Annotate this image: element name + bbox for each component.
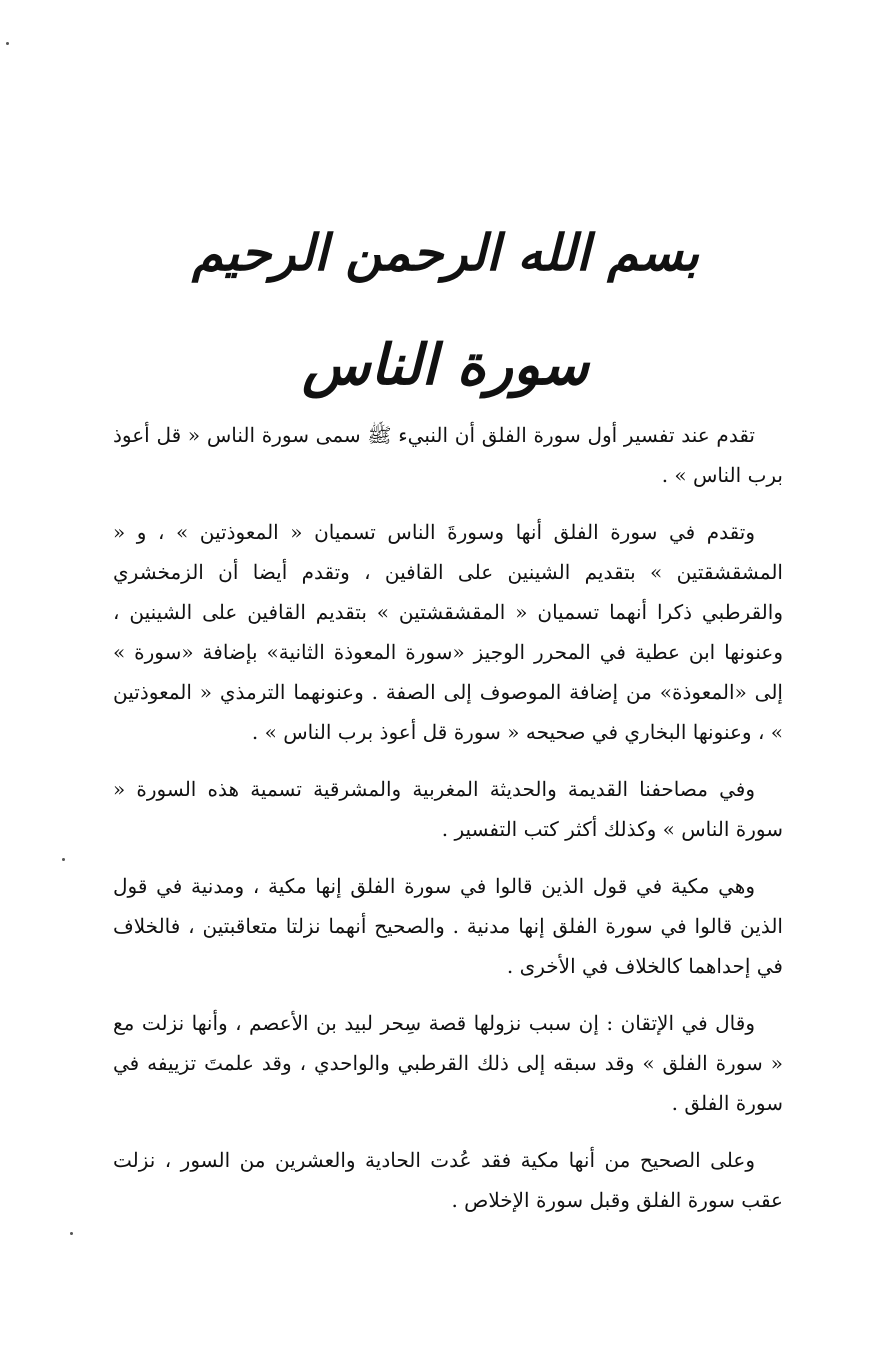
surah-title: سورة الناس [302, 332, 589, 398]
scan-speck [6, 42, 9, 45]
body-text [113, 415, 783, 1220]
paragraph: وتقدم في سورة الفلق أنها وسورةَ الناس تسميان « المعوذتين » ، و « المشقشقتين » بتقديم الشينين على القافين ، وتقدم أيضا أن الزمخشري والقرطبي ذكرا أنهما تسميان « المقشقشتين » بتقديم القافين على الشينين ، وعنونها ابن عطية في المحرر الوجيز «سورة المعوذة الثانية» بإضافة «سورة » إلى «المعوذة» من إضافة الموصوف إلى الصفة . وعنونهما الترمذي « المعوذتين » ، وعنونها البخاري في صحيحه « سورة قل أعوذ برب الناس » . [113, 520, 783, 744]
paragraph: وعلى الصحيح من أنها مكية فقد عُدت الحادية والعشرين من السور ، نزلت عقب سورة الفلق وقبل سورة الإخلاص . [113, 1148, 783, 1212]
paragraph: وهي مكية في قول الذين قالوا في سورة الفلق إنها مكية ، ومدنية في قول الذين قالوا في سورة الفلق إنها مدنية . والصحيح أنهما نزلتا متعاقبتين ، فالخلاف في إحداهما كالخلاف في الأخرى . [113, 874, 783, 978]
paragraph: وفي مصاحفنا القديمة والحديثة المغربية والمشرقية تسمية هذه السورة « سورة الناس » وكذلك أكثر كتب التفسير . [113, 777, 783, 841]
scan-speck [62, 858, 65, 861]
paragraph: وقال في الإتقان : إن سبب نزولها قصة سِحر لبيد بن الأعصم ، وأنها نزلت مع « سورة الفلق » وقد سبقه إلى ذلك القرطبي والواحدي ، وقد علمتَ تزييفه في سورة الفلق . [113, 1011, 783, 1115]
paragraph: تقدم عند تفسير أول سورة الفلق أن النبيء ﷺ سمى سورة الناس « قل أعوذ برب الناس » . [113, 423, 783, 487]
scan-speck [70, 1232, 73, 1235]
basmala-heading: بسم الله الرحمن الرحيم [191, 223, 700, 282]
